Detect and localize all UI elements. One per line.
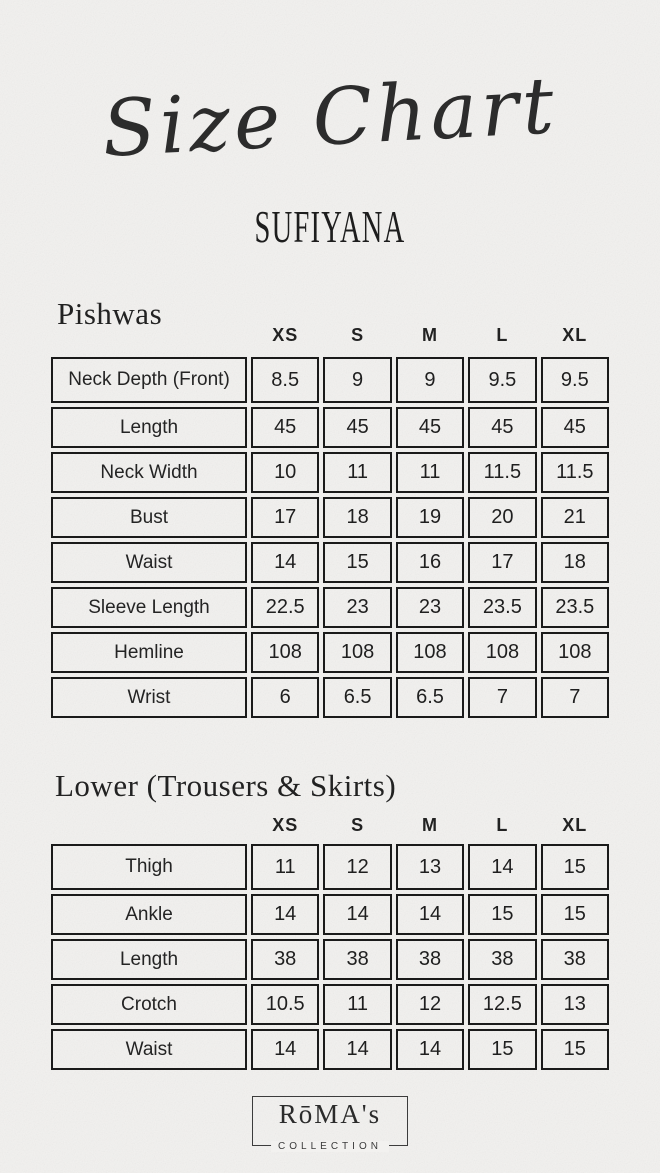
measurement-label: Waist [51,1029,247,1070]
size-value-cell: 7 [468,677,536,718]
size-value-cell: 6.5 [323,677,391,718]
size-value-cell: 13 [396,844,464,890]
size-value-cell: 38 [396,939,464,980]
size-value-cell: 14 [323,894,391,935]
size-value-cell: 14 [396,894,464,935]
size-value-cell: 10.5 [251,984,319,1025]
size-value-cell: 108 [468,632,536,673]
page-title: Size Chart [100,61,560,175]
size-value-cell: 15 [468,894,536,935]
size-header-xs: XS [272,324,299,345]
size-value-cell: 108 [396,632,464,673]
size-value-cell: 17 [468,542,536,583]
size-value-cell: 38 [251,939,319,980]
measurement-label: Ankle [51,894,247,935]
size-value-cell: 45 [251,407,319,448]
size-value-cell: 9 [323,357,391,403]
measurement-label: Hemline [51,632,247,673]
brand-name: SUFIYANA [254,201,406,252]
section-heading-pishwas: Pishwas [57,296,163,331]
size-value-cell: 23 [396,587,464,628]
size-value-cell: 45 [468,407,536,448]
size-header-row [51,322,609,348]
size-header-spacer [51,812,247,838]
size-value-cell: 12.5 [468,984,536,1025]
size-value-cell: 11.5 [541,452,609,493]
size-value-cell: 22.5 [251,587,319,628]
size-value-cell: 38 [541,939,609,980]
size-value-cell: 13 [541,984,609,1025]
size-value-cell: 23.5 [541,587,609,628]
measurement-label: Waist [51,542,247,583]
size-value-cell: 15 [323,542,391,583]
size-header-s: S [351,324,365,345]
size-value-cell: 12 [396,984,464,1025]
size-header-xs: XS [272,814,299,835]
size-value-cell: 45 [323,407,391,448]
size-value-cell: 108 [541,632,609,673]
measurement-label: Sleeve Length [51,587,247,628]
size-value-cell: 6 [251,677,319,718]
size-header-s: S [351,814,365,835]
size-header-m: M [421,814,438,835]
size-value-cell: 11 [396,452,464,493]
size-value-cell: 14 [468,844,536,890]
size-value-cell: 18 [323,497,391,538]
measurement-label: Thigh [51,844,247,890]
size-value-cell: 38 [468,939,536,980]
size-value-cell: 8.5 [251,357,319,403]
size-value-cell: 9 [396,357,464,403]
size-value-cell: 11.5 [468,452,536,493]
size-value-cell: 10 [251,452,319,493]
size-value-cell: 15 [541,894,609,935]
size-value-cell: 45 [541,407,609,448]
size-value-cell: 19 [396,497,464,538]
logo-brand-text: RōMA's [278,1099,382,1129]
size-value-cell: 14 [251,1029,319,1070]
size-value-cell: 11 [323,452,391,493]
lower-table [51,844,609,1070]
size-value-cell: 9.5 [541,357,609,403]
measurement-label: Length [51,407,247,448]
size-value-cell: 16 [396,542,464,583]
size-value-cell: 6.5 [396,677,464,718]
size-value-cell: 15 [541,844,609,890]
size-header-xl: XL [562,324,588,345]
size-header-l: L [496,814,509,835]
size-value-cell: 14 [251,894,319,935]
section-heading-lower: Lower (Trousers & Skirts) [55,768,397,803]
measurement-label: Crotch [51,984,247,1025]
size-value-cell: 11 [323,984,391,1025]
measurement-label: Bust [51,497,247,538]
size-value-cell: 18 [541,542,609,583]
measurement-label: Neck Depth (Front) [51,357,247,403]
measurement-label: Neck Width [51,452,247,493]
size-value-cell: 38 [323,939,391,980]
size-value-cell: 23.5 [468,587,536,628]
measurement-label: Wrist [51,677,247,718]
size-value-cell: 12 [323,844,391,890]
size-value-cell: 14 [323,1029,391,1070]
size-value-cell: 20 [468,497,536,538]
size-header-row [51,812,609,838]
size-header-spacer [51,322,247,348]
size-value-cell: 14 [396,1029,464,1070]
size-value-cell: 21 [541,497,609,538]
size-value-cell: 15 [541,1029,609,1070]
size-value-cell: 108 [251,632,319,673]
size-header-xl: XL [562,814,588,835]
size-value-cell: 23 [323,587,391,628]
size-header-l: L [496,324,509,345]
measurement-label: Length [51,939,247,980]
size-value-cell: 17 [251,497,319,538]
size-value-cell: 108 [323,632,391,673]
pishwas-table [51,357,609,718]
size-value-cell: 45 [396,407,464,448]
size-value-cell: 15 [468,1029,536,1070]
brand-logo [252,1096,408,1152]
size-value-cell: 9.5 [468,357,536,403]
logo-collection-text: COLLECTION [271,1141,389,1152]
size-value-cell: 7 [541,677,609,718]
size-value-cell: 11 [251,844,319,890]
size-value-cell: 14 [251,542,319,583]
size-header-m: M [421,324,438,345]
